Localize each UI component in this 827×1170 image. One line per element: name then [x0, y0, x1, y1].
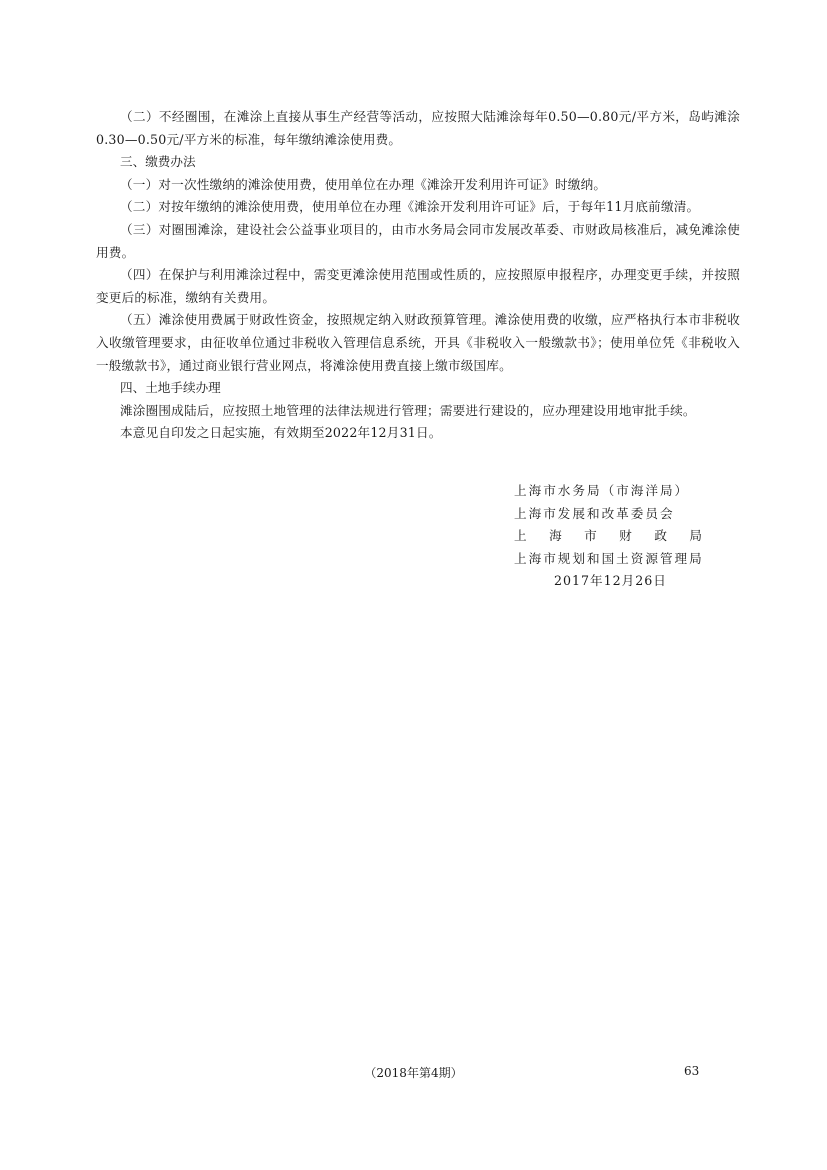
signature-org-finance-bureau	[514, 525, 704, 548]
finance-bureau-char: 海	[549, 528, 564, 544]
paragraph-payment-2: （二）对按年缴纳的滩涂使用费，使用单位在办理《滩涂开发利用许可证》后，于每年11月底前缴清。	[120, 199, 700, 215]
paragraph-fee-standard-2: （二）不经圈围，在滩涂上直接从事生产经营等活动，应按照大陆滩涂每年0.50—0.80元/平方米，岛屿滩涂0.30—0.50元/平方米的标准，每年缴纳滩涂使用费。	[96, 109, 740, 147]
finance-bureau-char: 财	[619, 528, 634, 544]
paragraph-payment-4: （四）在保护与利用滩涂过程中，需变更滩涂使用范围或性质的，应按照原申报程序，办理变更手续，并按照变更后的标准，缴纳有关费用。	[96, 267, 740, 305]
footer-page-number: 63	[684, 1064, 700, 1078]
heading-payment-method: 三、缴费办法	[120, 154, 196, 170]
paragraph-payment-5: （五）滩涂使用费属于财政性资金，按照规定纳入财政预算管理。滩涂使用费的收缴，应严格执行本市非税收入收缴管理要求，由征收单位通过非税收入管理信息系统，开具《非税收入一般缴款书》；使用单位凭《非税收入一般缴款书》，通过商业银行营业网点，将滩涂使用费直接上缴市级国库。	[96, 312, 740, 373]
signature-block	[514, 480, 714, 593]
signature-org-development-reform: 上海市发展和改革委员会	[514, 505, 675, 521]
heading-land-procedures: 四、土地手续办理	[120, 380, 221, 396]
signature-org-planning-land: 上海市规划和国土资源管理局	[514, 550, 704, 566]
finance-bureau-char: 局	[689, 528, 704, 544]
finance-bureau-char: 政	[654, 528, 669, 544]
paragraph-effective-date: 本意见自印发之日起实施，有效期至2022年12月31日。	[120, 425, 442, 441]
finance-bureau-char: 市	[584, 528, 599, 544]
paragraph-payment-1: （一）对一次性缴纳的滩涂使用费，使用单位在办理《滩涂开发利用许可证》时缴纳。	[120, 176, 607, 192]
page-footer	[0, 1064, 827, 1084]
paragraph-payment-3: （三）对圈围滩涂，建设社会公益事业项目的，由市水务局会同市发展改革委、市财政局核准后，减免滩涂使用费。	[96, 221, 740, 260]
finance-bureau-char: 上	[514, 528, 529, 544]
signature-org-water-bureau: 上海市水务局（市海洋局）	[514, 483, 690, 498]
footer-issue-number: （2018年第4期）	[364, 1066, 463, 1080]
paragraph-land-procedures: 滩涂圈围成陆后，应按照土地管理的法律法规进行管理；需要进行建设的，应办理建设用地审批手续。	[120, 402, 696, 418]
document-body	[96, 106, 740, 445]
signature-date: 2017年12月26日	[554, 573, 667, 589]
